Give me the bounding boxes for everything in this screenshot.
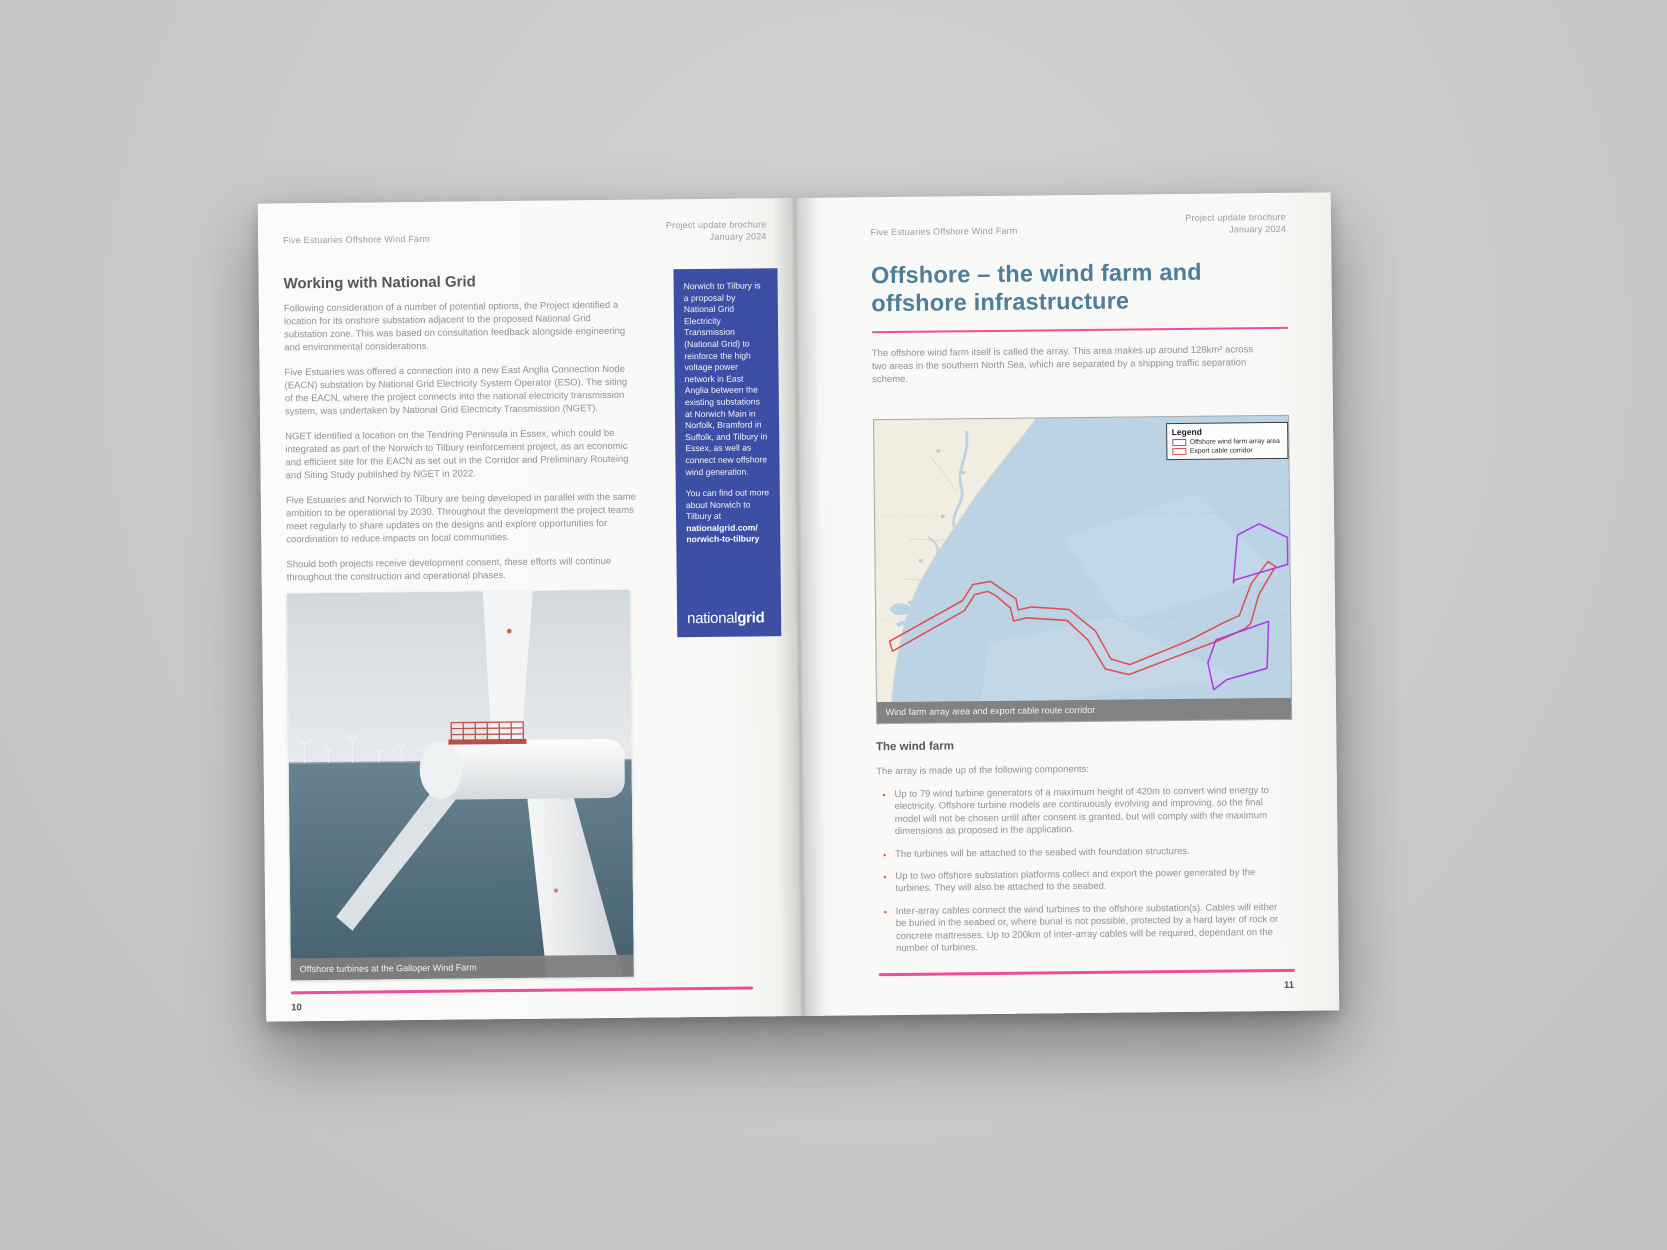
bullet-marker: • — [883, 849, 887, 860]
nationalgrid-logo: nationalgrid — [687, 609, 765, 628]
turbine-photo-art — [287, 590, 634, 981]
issue-info — [1185, 211, 1286, 236]
footer-rule-left — [291, 986, 753, 994]
brochure-spread — [258, 192, 1340, 1021]
photo-sky — [287, 590, 632, 766]
legend-item: Offshore wind farm array area — [1172, 438, 1282, 446]
list-intro: The array is made up of the following components: — [876, 763, 1090, 778]
bullet-list — [882, 785, 1280, 966]
page-number-right: 11 — [1283, 979, 1295, 991]
sidebar-callout — [673, 268, 781, 637]
turbine-photo — [287, 590, 634, 981]
bullet-marker: • — [883, 872, 887, 883]
body-paragraph: Five Estuaries and Norwich to Tilbury are being developed in parallel with the same ambition to be operational by 2030. Throughout the development the project teams meet regularly to share updates on the designs and explore opportunities for coordination to reduce impacts on local communities. — [285, 491, 637, 546]
intro-paragraph: The offshore wind farm itself is called the array. This area makes up around 128km² across two areas in the southern North Sea, which are separated by a shipping traffic separation scheme. — [871, 344, 1254, 386]
subsection-heading: The wind farm — [875, 740, 954, 754]
legend-item: Export cable corridor — [1172, 447, 1282, 455]
array-area-swatch — [1172, 439, 1186, 446]
nacelle-platform-base — [448, 739, 526, 745]
bullet-marker: • — [882, 790, 886, 801]
heading-rule — [872, 327, 1288, 333]
body-paragraph: NGET identified a location on the Tendring Peninsula in Essex, which could be integrated as part of the Norwich to Tilbury reinforcement project, as an economic and efficient site for the EACN as set out in the Corridor and Preliminary Routeing and Siting Study published by NGET in 2022. — [285, 427, 629, 482]
map-caption: Wind farm array area and export cable route corridor — [877, 698, 1291, 723]
bullet-item: • Up to 79 wind turbine generators of a maximum height of 420m to convert wind energy to electricity. Offshore turbine models are continuously evolving and improving, so the final model will not be chosen until after consent is granted, but will comply with the maximum dimensions as proposed in the application. — [882, 785, 1269, 838]
section-heading: Working with National Grid — [283, 273, 476, 293]
brochure-title: Five Estuaries Offshore Wind Farm — [870, 225, 1018, 238]
callout-body: Norwich to Tilbury is a proposal by National Grid Electricity Transmission (National Grid) to reinforce the high voltage power network in East Anglia between the existing substations at Norwich Main in Norfolk, Bramford in Suffolk, and Tilbury in Essex, as well as connect new offshore wind generation. — [683, 280, 768, 477]
body-copy — [284, 299, 639, 597]
right-page — [794, 192, 1339, 1016]
map-legend — [1166, 422, 1288, 460]
body-paragraph: Following consideration of a number of potential options, the Project identified a location for its onshore substation adjacent to the proposed National Grid substation zone. This was based on consultation feedback alongside engineering and environmental considerations. — [283, 299, 626, 354]
main-heading: Offshore – the wind farm and offshore infrastructure — [870, 258, 1202, 317]
bullet-item: • Inter-array cables connect the wind turbines to the offshore substation(s). Cables will either be buried in the seabed or, where burial is not possible, protected by a hard layer of rock or concrete mattresses. Up to 200km of inter-array cables will be required, dependant on the number of turbines. — [883, 901, 1279, 955]
bullet-marker: • — [883, 906, 887, 917]
footer-rule-right — [878, 969, 1294, 976]
legend-title: Legend — [1171, 426, 1202, 438]
issue-line1: Project update brochure — [665, 219, 767, 231]
photo-caption: Offshore turbines at the Galloper Wind Farm — [291, 955, 634, 981]
page-number-left: 10 — [291, 1002, 302, 1014]
callout-more: You can find out more about Norwich to Tilbury at nationalgrid.com/norwich-to-tilbury — [685, 487, 770, 545]
brochure-title: Five Estuaries Offshore Wind Farm — [283, 233, 431, 246]
turbine-nacelle — [436, 739, 625, 800]
bullet-item: • Up to two offshore substation platforms collect and export the power generated by the turbines. They will also be attached to the seabed. — [883, 867, 1256, 895]
left-page — [258, 198, 803, 1022]
body-paragraph: Five Estuaries was offered a connection into a new East Anglia Connection Node (EACN) substation by National Grid Electricity System Operator (ESO). The siting of the EACN, where the project connects into the national electricity transmission system, was undertaken by National Grid Electricity Transmission (NGET). — [284, 363, 628, 418]
issue-line2: January 2024 — [709, 231, 767, 242]
cable-corridor-swatch — [1172, 448, 1186, 455]
issue-line1: Project update brochure — [1185, 211, 1286, 223]
offshore-map — [873, 415, 1292, 724]
issue-line2: January 2024 — [1229, 223, 1287, 235]
body-paragraph: Should both projects receive development consent, these efforts will continue throughout the construction and operational phases. — [286, 555, 612, 584]
issue-info — [666, 218, 767, 243]
callout-link: nationalgrid.com/norwich-to-tilbury — [686, 522, 760, 545]
bullet-item: • The turbines will be attached to the seabed with foundation structures. — [883, 845, 1190, 860]
